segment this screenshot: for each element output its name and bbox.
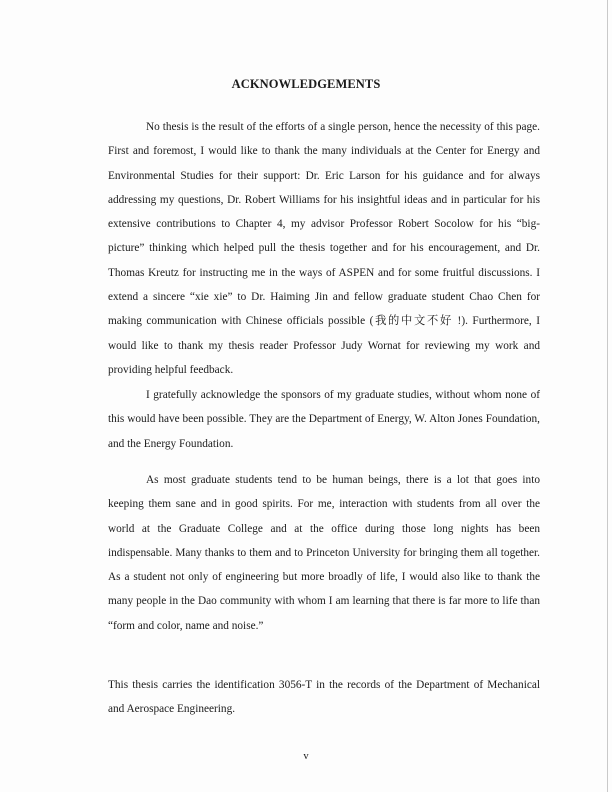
paragraph-thesis-identification: This thesis carries the identification 3056-T in the records of the Department of Mechanical and Aerospace Engineering. bbox=[108, 679, 540, 716]
page-number: v bbox=[303, 751, 309, 762]
paragraph-graduate-life: As most graduate students tend to be human beings, there is a lot that goes into keeping them sane and in good spirits. For me, interaction with students from all over the world at the Graduate College and at the office during those long nights has been indispensable. Many thanks to them and to Princeton University for bringing them all together. As a student not only of engineering but more broadly of life, I would also like to thank the many people in the Dao community with whom I am learning that there is far more to life than “form and color, name and noise.” bbox=[108, 474, 540, 632]
page-title: ACKNOWLEDGEMENTS bbox=[231, 77, 381, 91]
page-edge-shadow bbox=[607, 0, 608, 792]
paragraph-thanks-ceees: No thesis is the result of the efforts of a single person, hence the necessity of this page. First and foremost, I would like to thank the many individuals at the Center for Energy and Environmental Studies for their support: Dr. Eric Larson for his guidance and for always addressing my questions, Dr. Robert Williams for his insightful ideas and in particular for his extensive contributions to Chapter 4, my advisor Professor Robert Socolow for his “big-picture” thinking which helped pull the thesis together and for his encouragement, and Dr. Thomas Kreutz for instructing me in the ways of ASPEN and for some fruitful discussions. I extend a sincere “xie xie” to Dr. Haiming Jin and fellow graduate student Chao Chen for making communication with Chinese officials possible (我的中文不好 !). Furthermore, I would like to thank my thesis reader Professor Judy Wornat for reviewing my work and providing helpful feedback. bbox=[108, 121, 540, 376]
paragraph-sponsors: I gratefully acknowledge the sponsors of my graduate studies, without whom none of this would have been possible. They are the Department of Energy, W. Alton Jones Foundation, and the Energy Foundation. bbox=[108, 389, 540, 450]
